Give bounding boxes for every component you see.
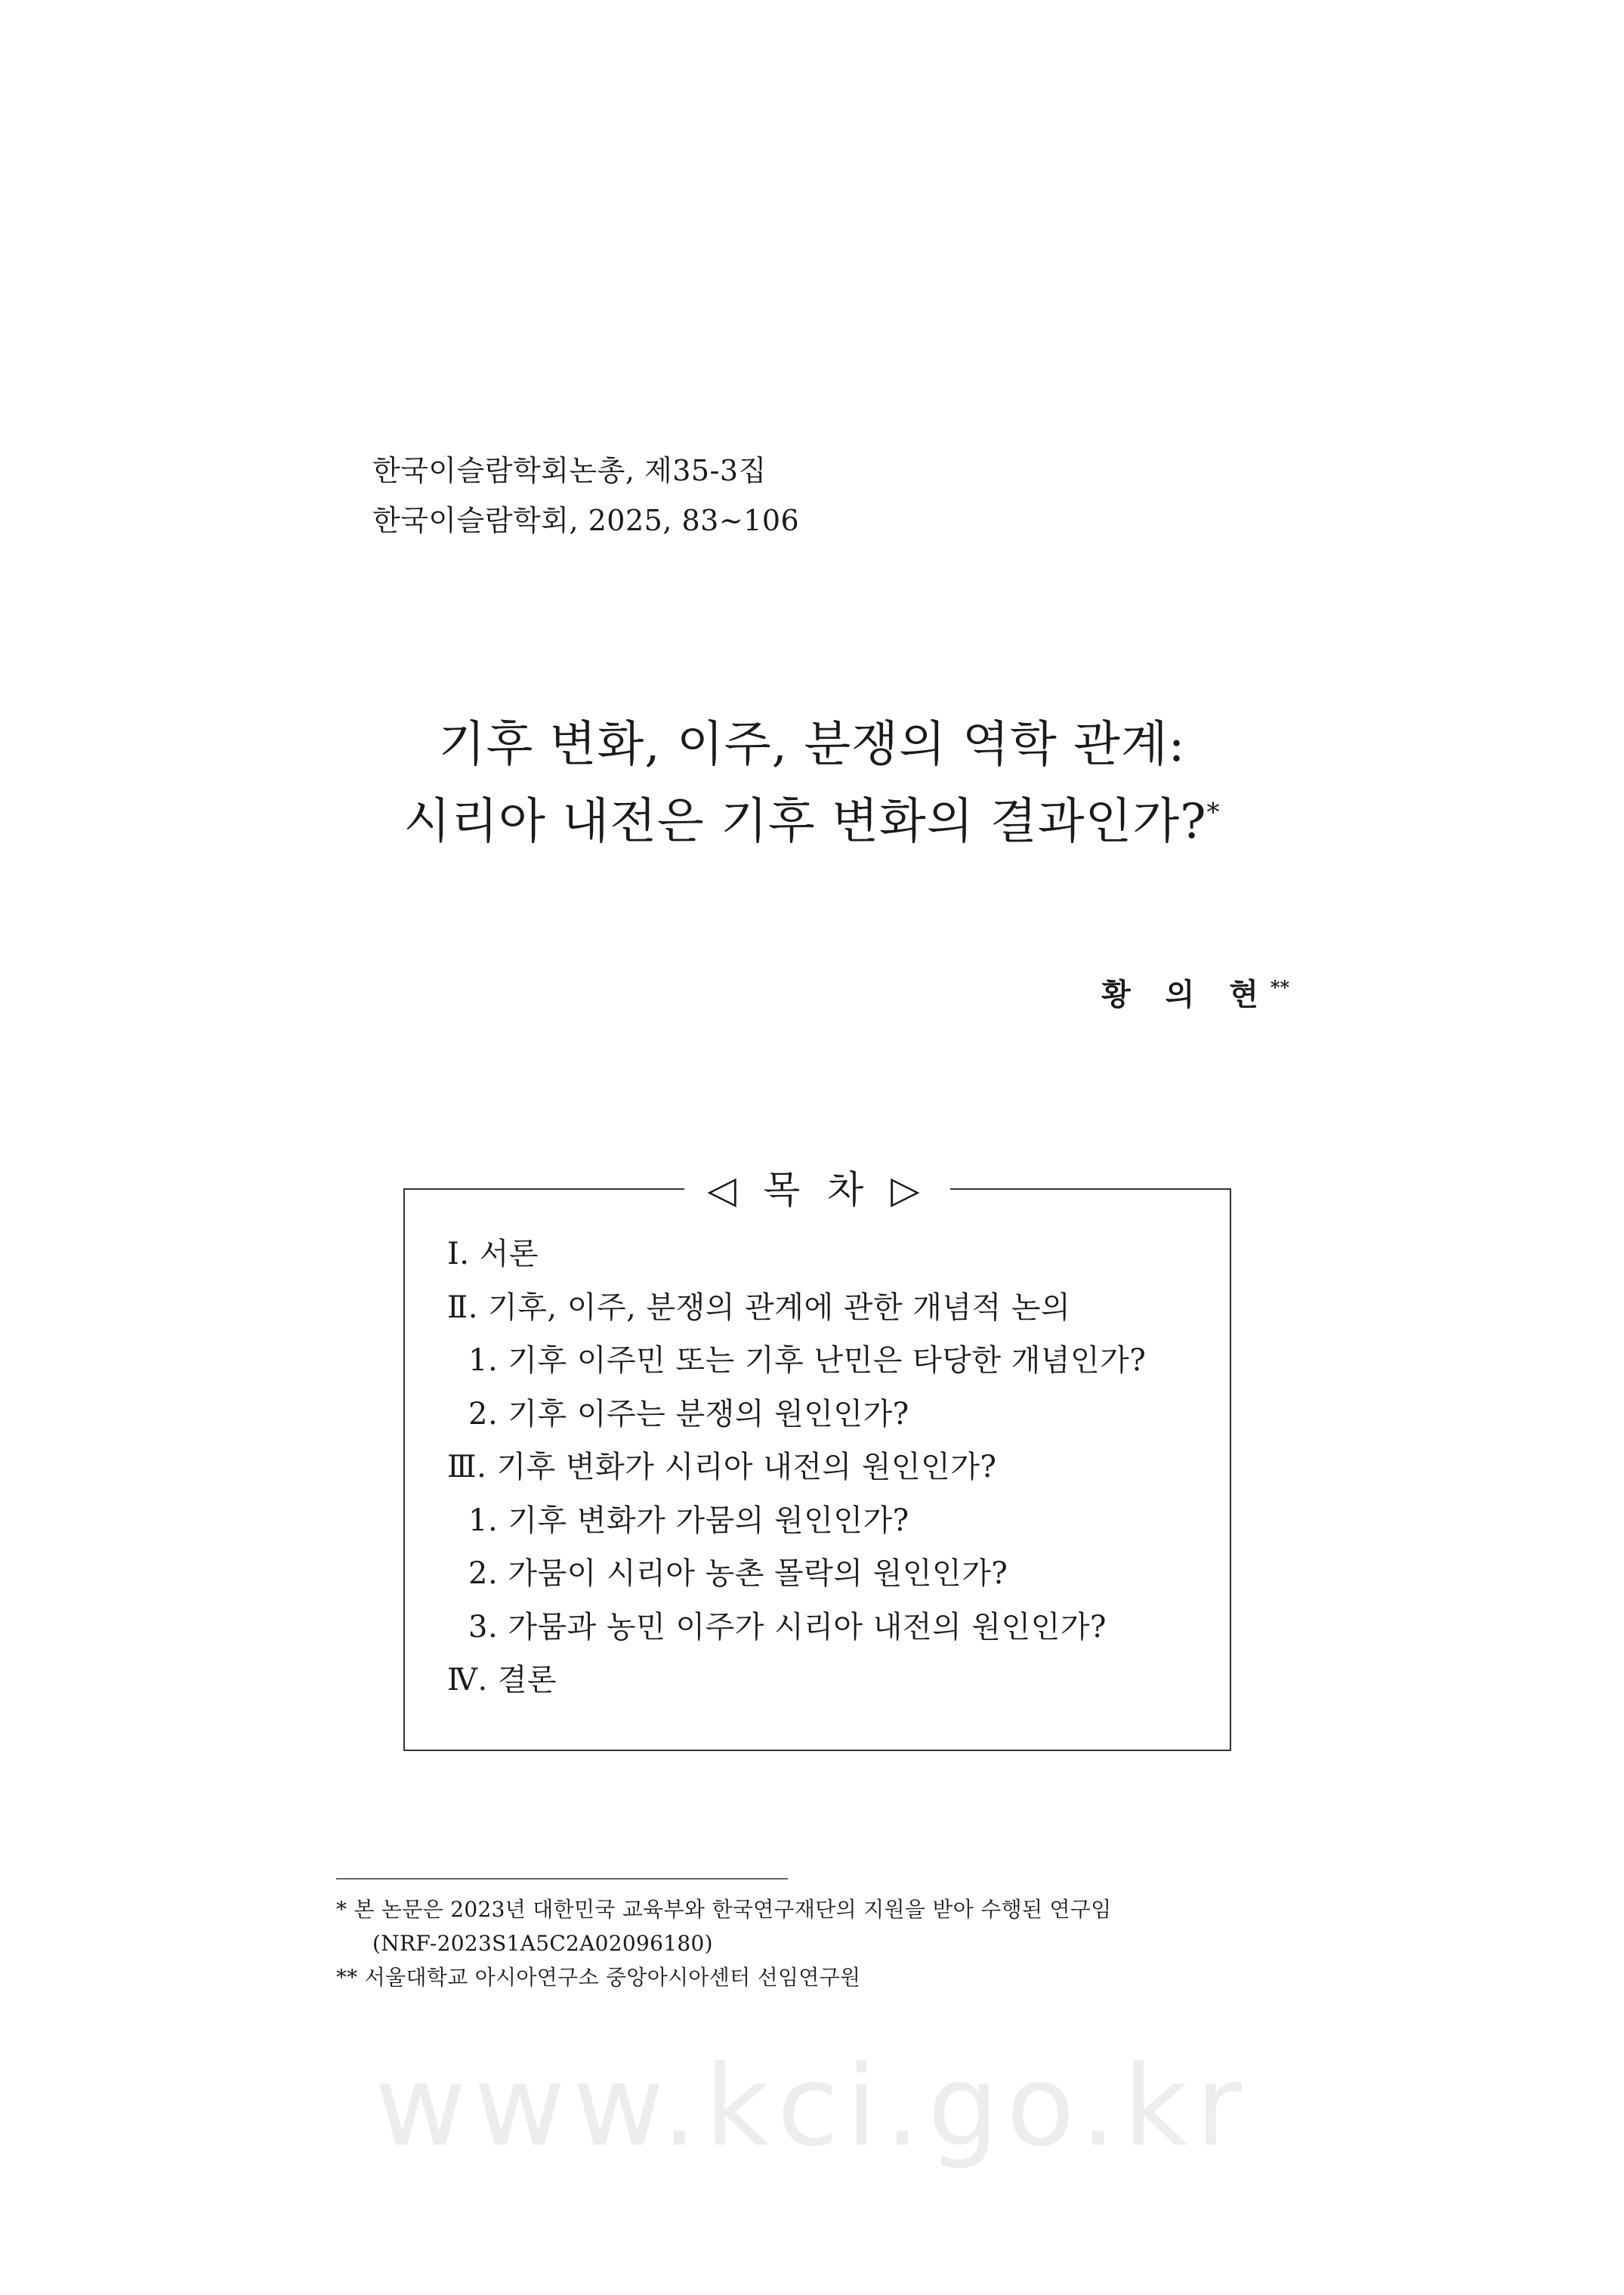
toc-list — [405, 1228, 1230, 1707]
footnote-divider — [336, 1878, 788, 1880]
toc-heading: ◁ 목 차 ▷ — [684, 1160, 949, 1220]
author — [1101, 971, 1289, 1014]
author-footnote-mark: ** — [1270, 976, 1289, 999]
paper-title — [0, 706, 1624, 860]
footnotes — [336, 1892, 1112, 1994]
footnote-affiliation: ** 서울대학교 아시아연구소 중앙아시아센터 선임연구원 — [336, 1965, 861, 1990]
watermark: www.kci.go.kr — [375, 2041, 1249, 2171]
toc-item: 1. 기후 이주민 또는 기후 난민은 타당한 개념인가? — [468, 1343, 1147, 1378]
author-name: 황 의 현 — [1101, 977, 1270, 1012]
title-line-2 — [0, 783, 1624, 860]
toc-item: Ⅰ. 서론 — [447, 1237, 539, 1271]
title-line-2-text: 시리아 내전은 기후 변화의 결과인가? — [403, 794, 1207, 850]
toc-item: Ⅳ. 결론 — [447, 1663, 557, 1697]
toc-item: 3. 가뭄과 농민 이주가 시리아 내전의 원인인가? — [468, 1609, 1107, 1645]
footnote-funding: * 본 논문은 2023년 대한민국 교육부와 한국연구재단의 지원을 받아 수행된 연구임 — [336, 1897, 1112, 1922]
toc-item: Ⅱ. 기후, 이주, 분쟁의 관계에 관한 개념적 논의 — [447, 1290, 1071, 1325]
toc-item: Ⅲ. 기후 변화가 시리아 내전의 원인인가? — [447, 1450, 997, 1484]
toc-item: 2. 가뭄이 시리아 농촌 몰락의 원인인가? — [468, 1556, 1008, 1591]
title-footnote-mark: * — [1206, 797, 1221, 828]
footnote-grant-number: (NRF-2023S1A5C2A02096180) — [372, 1931, 713, 1956]
toc-heading-wrap — [405, 1160, 1230, 1220]
toc-item: 1. 기후 변화가 가뭄의 원인인가? — [468, 1503, 909, 1538]
journal-info — [372, 446, 799, 545]
journal-series: 한국이슬람학회논총, 제35-3집 — [372, 454, 767, 487]
journal-publication: 한국이슬람학회, 2025, 83~106 — [372, 504, 800, 537]
title-line-1: 기후 변화, 이주, 분쟁의 역학 관계: — [438, 717, 1186, 773]
toc-item: 2. 기후 이주는 분쟁의 원인인가? — [468, 1396, 909, 1432]
table-of-contents — [403, 1168, 1231, 1751]
